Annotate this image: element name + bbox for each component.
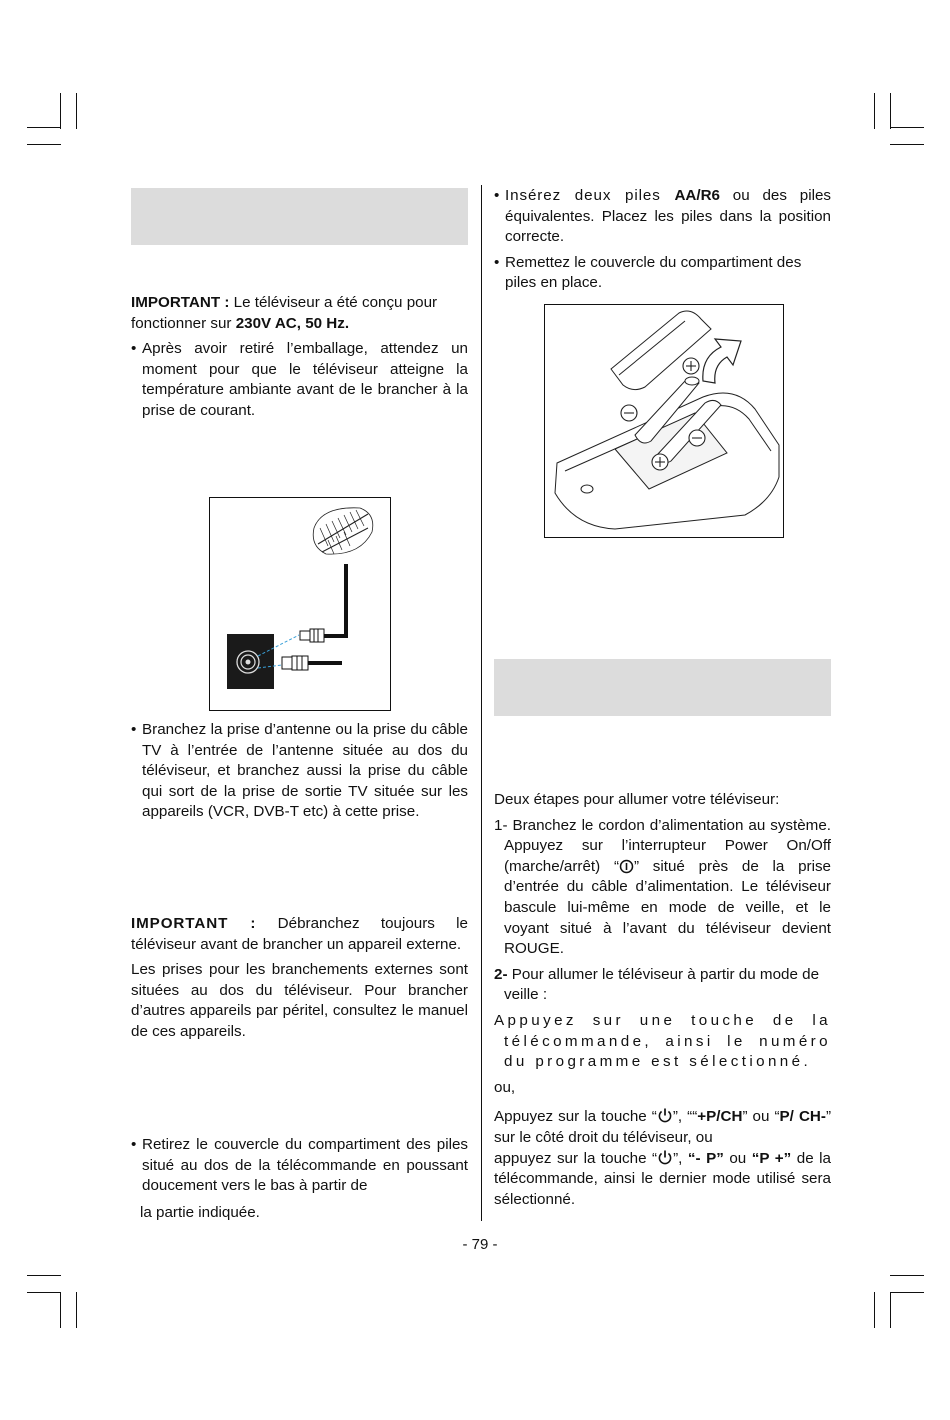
antenna-connection-figure [209,497,391,711]
insert-batteries-bullet: • Insérez deux piles AA/R6 ou des piles équivalentes. Placez les piles dans la position correcte. [494,186,831,248]
important-disconnect-note: IMPORTANT : Débranchez toujours le téléviseur avant de brancher un appareil externe. [131,915,468,953]
remove-cover-bullet: • Retirez le couvercle du compartiment des piles situé au dos de la télécommande en poussant doucement vers le bas à partir de [131,1135,468,1197]
power-switch-icon [619,859,634,874]
external-connections-text: Les prises pour les branchements externes sont situées au dos du téléviseur. Pour brancher d’autres appareils par péritel, consultez le manuel de ces appareils. [131,961,468,1040]
step-1: 1- Branchez le cordon d’alimentation au système. Appuyez sur l’interrupteur Power On/Off (marche/arrêt) “ ” situé près de la prise d’entrée du câble d’alimentation. Le téléviseur bascule lui-même en mode de veille, et le voyant situé à l’avant du téléviseur devient ROUGE. [494,816,831,958]
left-battery-block [131,1135,468,1228]
antenna-connection-illustration [210,498,390,710]
arrow-icon [703,339,741,383]
tv-cable-plug-icon [282,656,308,670]
remote-battery-figure [544,304,784,538]
standby-icon [657,1149,673,1166]
unpack-bullet: • Après avoir retiré l’emballage, attendez un moment pour que le téléviseur atteigne la température ambiante avant de le brancher à la prise de courant. [131,339,468,421]
antenna-icon [313,508,373,554]
step-2: 2- Pour allumer le téléviseur à partir du mode de veille : [494,965,820,1004]
remove-cover-bullet-end: la partie indiquée. [140,1203,260,1221]
important-power-note: IMPORTANT : Le téléviseur a été conçu pour fonctionner sur 230V AC, 50 Hz. [131,294,438,332]
right-battery-block [494,186,831,299]
remote-battery-illustration [545,305,783,537]
standby-icon [657,1107,673,1124]
left-important-block [131,293,468,427]
section-heading-band-right [494,659,831,716]
two-steps-intro: Deux étapes pour allumer votre téléviseur: [494,791,780,808]
right-switch-on-block [494,790,831,1210]
replace-cover-bullet: • Remettez le couvercle du compartiment des piles en place. [494,253,831,294]
antenna-plug-icon [300,629,324,642]
left-external-block [131,914,468,1048]
section-heading-band-left [131,188,468,245]
press-remote-text: Appuyez sur une touche de la télécommande, ainsi le numéro du programme est sélectionné. [494,1011,831,1071]
press-tv-button-text: Appuyez sur la touche “ ”, ““+P/CH” ou “P/ CH-” sur le côté droit du téléviseur, ou appuyez sur la touche “ ”, “- P” ou “P +” de la télécommande, ainsi le dernier mode utilisé sera sélectionné. [494,1108,832,1208]
column-divider [481,185,482,1221]
page-number: - 79 - [462,1236,498,1253]
antenna-bullet: • Branchez la prise d’antenne ou la prise du câble TV à l’entrée de l’antenne située au dos du téléviseur, et branchez aussi la prise du câble qui sort de la prise de sortie TV située sur les appareils (VCR, DVB-T etc) à cette prise. [131,720,468,823]
left-antenna-block [131,720,468,828]
or-text: ou, [494,1078,516,1096]
